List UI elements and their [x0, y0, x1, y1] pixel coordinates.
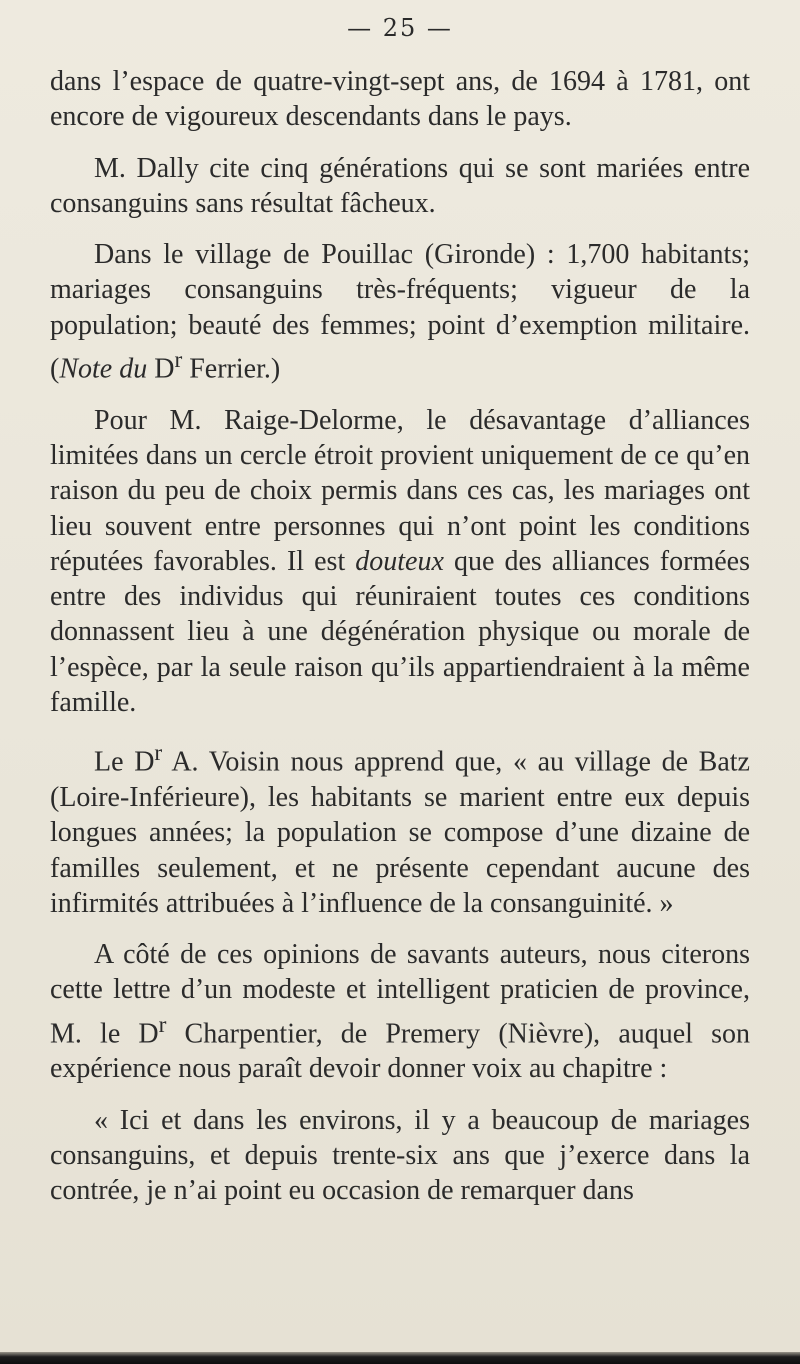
paragraph-letter-quote: « Ici et dans les environs, il y a beaucoup de mariages consanguins, et depuis trente-six ans que j’exerce dans la contrée, je n’ai point eu occasion de remarquer dans — [50, 1104, 750, 1207]
paragraph-text: Dans le village de Pouillac (Gironde) : 1,700 habitants; mariages consanguins très-fréquents; vigueur de la population; beauté des femmes; point d’exemption militaire. ( — [50, 239, 750, 385]
paragraph-dally: M. Dally cite cinq générations qui se sont mariées entre consanguins sans résultat fâcheux. — [50, 152, 750, 219]
paragraph-text: que des alliances formées entre des individus qui réuniraient toutes ces conditions donnassent lieu à une dégénération physique ou morale de l’espèce, par la seule raison qu’ils appartiendraient à la même famille. — [50, 545, 750, 719]
body-text — [50, 64, 750, 1225]
paragraph-voisin — [50, 736, 750, 921]
paragraph-text: Charpentier, de Premery (Nièvre), auquel son expérience nous paraît devoir donner voix au chapitre : — [50, 1018, 750, 1085]
paragraph-raige-delorme — [50, 403, 750, 721]
superscript: r — [158, 1011, 167, 1038]
paragraph-text: Pour M. Raige-Delorme, le désavantage d’alliances limitées dans un cercle étroit provient uniquement de ce qu’en raison du peu de choix permis dans ces cas, les mariages ont lieu souvent entre personnes qui n’ont point les conditions réputées favorables. Il est — [50, 404, 750, 577]
superscript: r — [154, 740, 163, 767]
paragraph-text: Le D — [94, 746, 155, 778]
page-number: — 25 — — [347, 14, 453, 42]
superscript: r — [174, 347, 183, 374]
paragraph-text: A côté de ces opinions de savants auteurs, nous citerons cette lettre d’un modeste et intelligent praticien de province, M. le D — [50, 939, 750, 1050]
paragraph-text: D — [147, 353, 175, 385]
italic-note: Note du — [59, 353, 148, 385]
italic-emphasis: douteux — [355, 545, 444, 577]
paragraph-pouillac — [50, 237, 750, 387]
paragraph-continuation: dans l’espace de quatre-vingt-sept ans, de 1694 à 1781, ont encore de vigoureux descendants dans le pays. — [50, 66, 750, 133]
page-bottom-edge — [0, 1352, 800, 1364]
paragraph-text: A. Voisin nous apprend que, « au village de Batz (Loire-Inférieure), les habitants se marient entre eux depuis longues années; la population se compose d’une dizaine de familles seulement, et ne présente cependant aucune des infirmités attribuées à l’influence de la consanguinité. » — [50, 746, 750, 919]
paragraph-charpentier — [50, 937, 750, 1087]
paragraph-text: Ferrier.) — [182, 353, 281, 385]
